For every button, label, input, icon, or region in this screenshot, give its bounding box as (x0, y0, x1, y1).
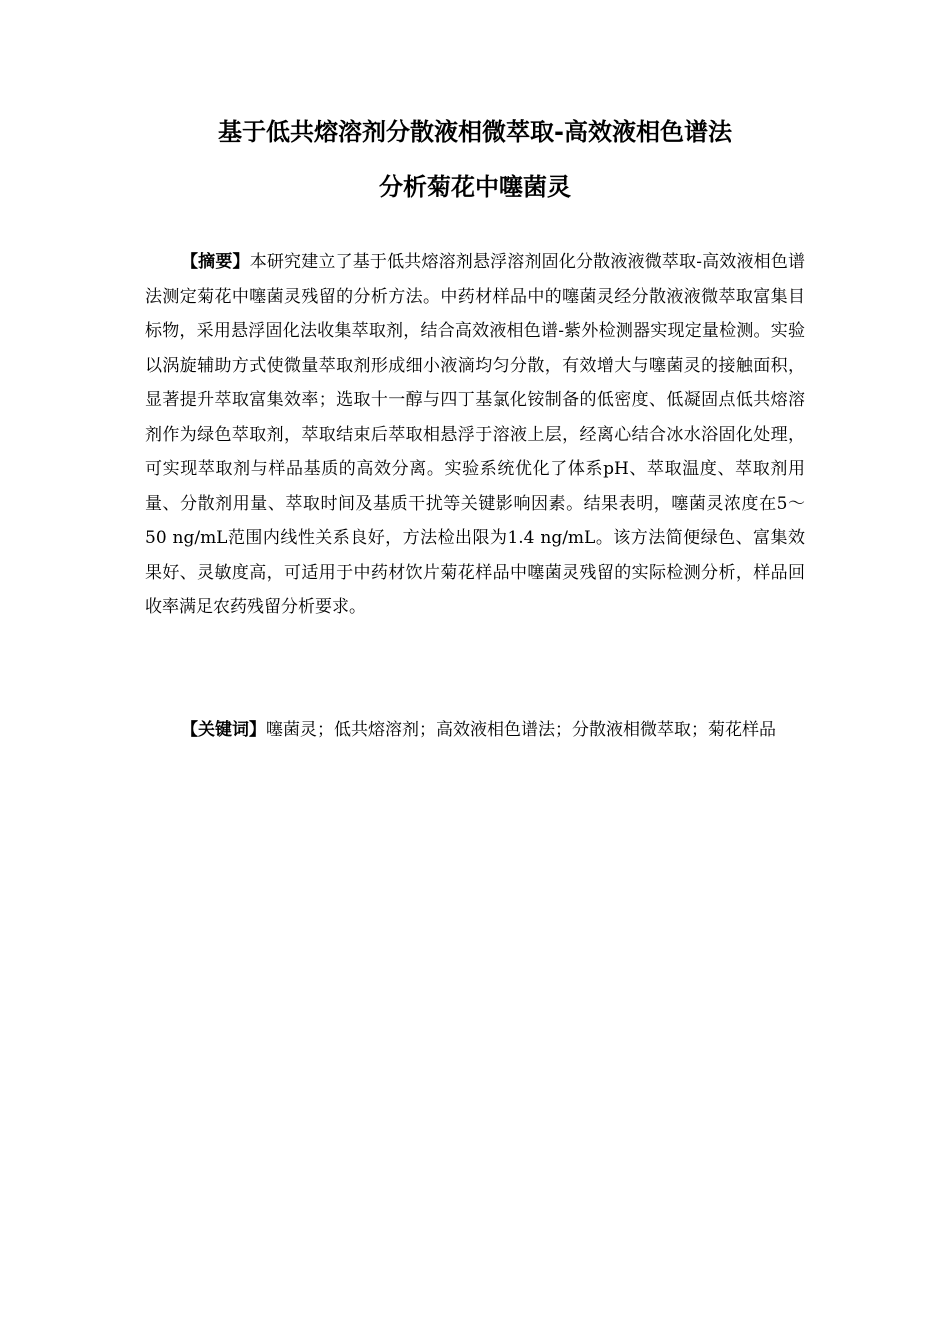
keywords-paragraph (145, 713, 805, 748)
abstract-label: 【摘要】 (181, 252, 250, 272)
paper-title-line-1: 基于低共熔溶剂分散液相微萃取-高效液相色谱法 (218, 118, 732, 146)
keywords-label: 【关键词】 (181, 720, 266, 740)
keywords-text: 噻菌灵；低共熔溶剂；高效液相色谱法；分散液相微萃取；菊花样品 (266, 720, 776, 740)
abstract-text: 本研究建立了基于低共熔溶剂悬浮溶剂固化分散液液微萃取-高效液相色谱法测定菊花中噻菌灵残留的分析方法。中药材样品中的噻菌灵经分散液液微萃取富集目标物，采用悬浮固化法收集萃取剂，结合高效液相色谱-紫外检测器实现定量检测。实验以涡旋辅助方式使微量萃取剂形成细小液滴均匀分散，有效增大与噻菌灵的接触面积，显著提升萃取富集效率；选取十一醇与四丁基氯化铵制备的低密度、低凝固点低共熔溶剂作为绿色萃取剂，萃取结束后萃取相悬浮于溶液上层，经离心结合冰水浴固化处理，可实现萃取剂与样品基质的高效分离。实验系统优化了体系pH、萃取温度、萃取剂用量、分散剂用量、萃取时间及基质干扰等关键影响因素。结果表明，噻菌灵浓度在5～50 ng/mL范围内线性关系良好，方法检出限为1.4 ng/mL。该方法简便绿色、富集效果好、灵敏度高，可适用于中药材饮片菊花样品中噻菌灵残留的实际检测分析，样品回收率满足农药残留分析要求。 (145, 252, 806, 617)
abstract-paragraph (145, 245, 805, 625)
paper-title-line-2: 分析菊花中噻菌灵 (379, 173, 571, 201)
